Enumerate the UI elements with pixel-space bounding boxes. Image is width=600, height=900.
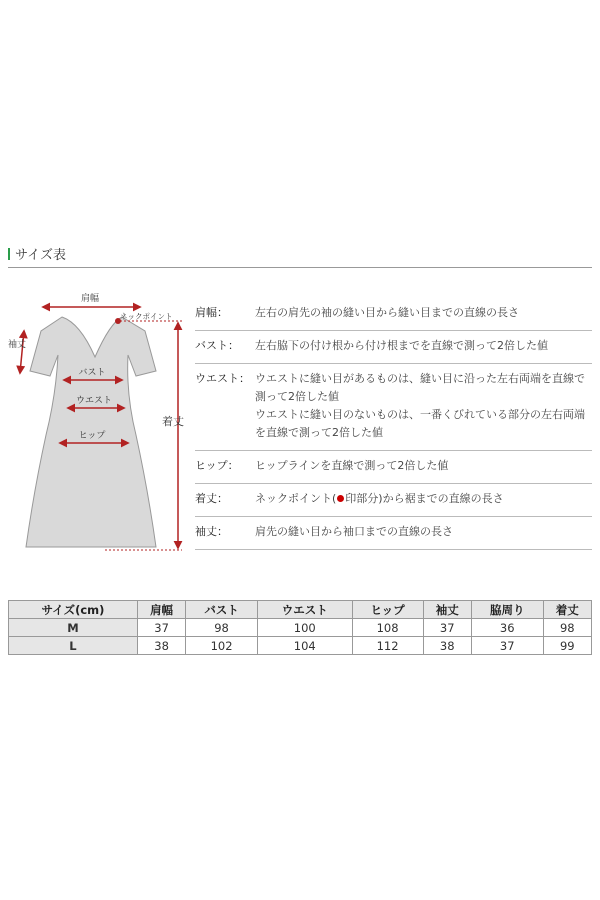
desc-term: バスト： — [195, 339, 239, 352]
table-cell: 104 — [257, 637, 352, 655]
desc-line: 左右脇下の付け根から付け根までを直線で測って2倍した値 — [255, 339, 548, 352]
table-cell: 36 — [471, 619, 543, 637]
shoulder-label: 肩幅 — [80, 294, 100, 304]
header-cell: バスト — [186, 601, 258, 619]
table-cell: 38 — [423, 637, 471, 655]
desc-line: 肩先の縫い目から袖口までの直線の長さ — [255, 525, 453, 538]
desc-text — [255, 304, 592, 322]
table-cell: 38 — [137, 637, 185, 655]
waist-label: ウエスト — [75, 396, 113, 406]
section-title — [8, 244, 66, 263]
desc-text — [255, 457, 592, 475]
table-cell: 100 — [257, 619, 352, 637]
desc-term: 着丈： — [195, 492, 228, 505]
length-label: 着丈 — [162, 415, 184, 428]
desc-line: ウエストに縫い目のないものは、一番くびれている部分の左右両端 — [255, 408, 585, 421]
desc-line: ヒップラインを直線で測って2倍した値 — [255, 459, 449, 472]
desc-row-hip — [195, 451, 592, 484]
title-accent-bar — [8, 248, 10, 260]
header-cell: ヒップ — [352, 601, 423, 619]
table-row — [9, 637, 592, 655]
desc-line: ウエストに縫い目があるものは、縫い目に沿った左右両端を直線で — [255, 372, 585, 385]
desc-line — [255, 490, 592, 508]
hip-label: ヒップ — [78, 431, 106, 441]
table-cell: 108 — [352, 619, 423, 637]
table-row — [9, 619, 592, 637]
table-cell: 112 — [352, 637, 423, 655]
neck-point-marker — [337, 495, 344, 502]
desc-term: ウエスト： — [195, 372, 250, 385]
header-cell: 着丈 — [543, 601, 591, 619]
desc-line: を直線で測って2倍した値 — [255, 426, 383, 439]
table-cell: 98 — [543, 619, 591, 637]
size-table-header — [9, 601, 592, 619]
desc-term: 肩幅： — [195, 306, 228, 319]
table-cell: 99 — [543, 637, 591, 655]
desc-row-waist — [195, 364, 592, 451]
desc-line: 測って2倍した値 — [255, 390, 339, 403]
header-cell: 袖丈 — [423, 601, 471, 619]
table-cell: 98 — [186, 619, 258, 637]
table-cell: 37 — [423, 619, 471, 637]
desc-line: 左右の肩先の袖の縫い目から縫い目までの直線の長さ — [255, 306, 519, 319]
desc-text — [255, 337, 592, 355]
header-cell: 脇周り — [471, 601, 543, 619]
header-cell: ウエスト — [257, 601, 352, 619]
desc-line-part: 印部分)から裾までの直線の長さ — [345, 492, 504, 505]
table-cell: 37 — [137, 619, 185, 637]
desc-row-sleeve — [195, 517, 592, 550]
desc-term: 袖丈： — [195, 525, 228, 538]
desc-line-part: ネックポイント( — [255, 492, 337, 505]
measurement-descriptions — [195, 298, 592, 550]
sleeve-arrow — [20, 331, 24, 373]
desc-row-shoulder — [195, 298, 592, 331]
bust-label: バスト — [78, 368, 106, 378]
desc-term: ヒップ： — [195, 459, 239, 472]
desc-text — [255, 370, 592, 442]
sleeve-label: 袖丈 — [8, 340, 27, 350]
dress-diagram — [0, 285, 195, 560]
size-table — [8, 600, 592, 655]
desc-row-bust — [195, 331, 592, 364]
header-cell: 肩幅 — [137, 601, 185, 619]
table-cell: 37 — [471, 637, 543, 655]
desc-text — [255, 523, 592, 541]
section-title-text: サイズ表 — [15, 248, 66, 263]
desc-row-length — [195, 484, 592, 517]
table-cell: 102 — [186, 637, 258, 655]
size-label: M — [9, 619, 138, 637]
title-divider — [8, 267, 592, 268]
header-cell: サイズ(cm) — [9, 601, 138, 619]
neck-point-label: ネックポイント — [120, 312, 173, 321]
desc-text — [255, 490, 592, 508]
size-label: L — [9, 637, 138, 655]
